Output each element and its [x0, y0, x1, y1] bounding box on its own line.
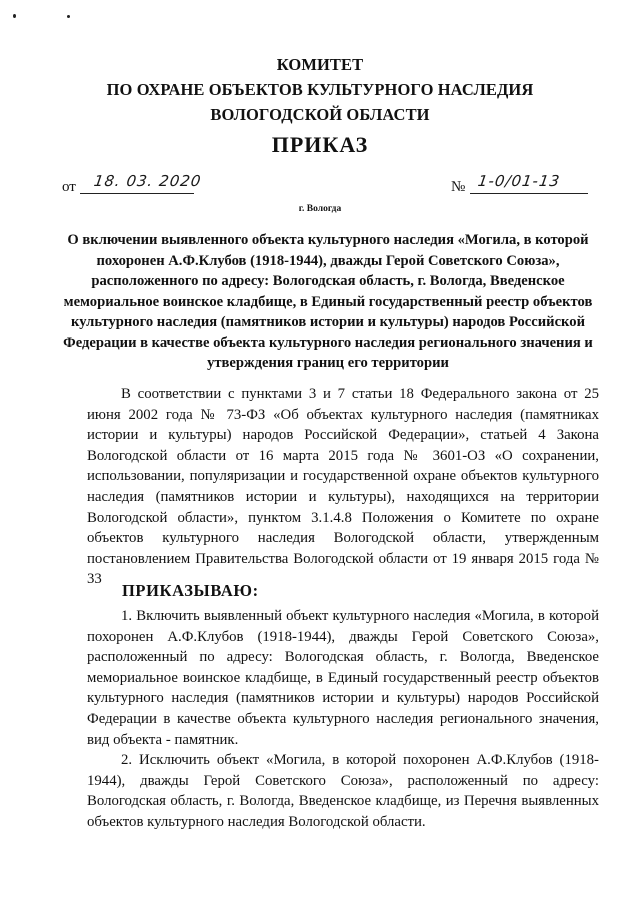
number-value: 1-0/01-13 [476, 172, 562, 190]
city-label: г. Вологда [298, 204, 342, 214]
scan-speck [13, 14, 16, 18]
committee-line-2: ПО ОХРАНЕ ОБЪЕКТОВ КУЛЬТУРНОГО НАСЛЕДИЯ [106, 80, 534, 99]
number-underline [470, 193, 588, 194]
order-item-text: 2. Исключить объект «Могила, в которой похоронен А.Ф.Клубов (1918-1944), дважды Герой Советского Союза», расположенный по адресу: Вологодская область, г. Вологда, Введенское кладбище, из Перечня выявленных объектов культурного наследия Вологодской области. [87, 752, 599, 830]
date-prefix: от [62, 179, 76, 195]
order-word: ПРИКАЗЫВАЮ: [122, 581, 259, 600]
number-prefix: № [451, 179, 466, 195]
order-item-2 [87, 750, 599, 832]
committee-line-1: КОМИТЕТ [276, 55, 364, 74]
date-value: 18. 03. 2020 [92, 172, 203, 190]
scan-speck [67, 15, 70, 18]
order-item-text: 1. Включить выявленный объект культурного наследия «Могила, в которой похоронен А.Ф.Клубов (1918-1944), дважды Герой Советского Союза», расположенный по адресу: Вологодская область, г. Вологда, Введенское мемориальное воинское кладбище, в Единый государственный реестр объектов культурного наследия (памятников истории и культуры) народов Российской Федерации в качестве объекта культурного наследия регионального значения, вид объекта - памятник. [87, 608, 599, 748]
committee-line-3: ВОЛОГОДСКОЙ ОБЛАСТИ [210, 105, 430, 124]
document-type-title: ПРИКАЗ [271, 132, 369, 157]
preamble-text: В соответствии с пунктами 3 и 7 статьи 18 Федерального закона от 25 июня 2002 года № 73-ФЗ «Об объектах культурного наследия (памятниках истории и культуры) народов Российской Федерации», статьей 4 Закона Вологодской области от 16 марта 2015 года № 3601-ОЗ «О сохранении, использовании, популяризации и государственной охране объектов культурного наследия (памятников истории и культуры), находящихся на территории Вологодской области», пунктом 3.1.4.8 Положения о Комитете по охране объектов культурного наследия Вологодской области, утвержденным постановлением Правительства Вологодской области от 19 января 2015 года № 33 [87, 386, 599, 588]
preamble-paragraph [87, 384, 599, 590]
order-subject: О включении выявленного объекта культурного наследия «Могила, в которой похоронен А.Ф.Клубов (1918-1944), дважды Герой Советского Союза», расположенного по адресу: Вологодская область, г. Вологда, Введенское мемориальное воинское кладбище, в Единый государственный реестр объектов культурного наследия (памятников истории и культуры) народов Российской Федерации в качестве объекта культурного наследия регионального значения и утверждения границ его территории [63, 232, 593, 371]
date-underline [80, 193, 194, 194]
order-item-1 [87, 606, 599, 750]
